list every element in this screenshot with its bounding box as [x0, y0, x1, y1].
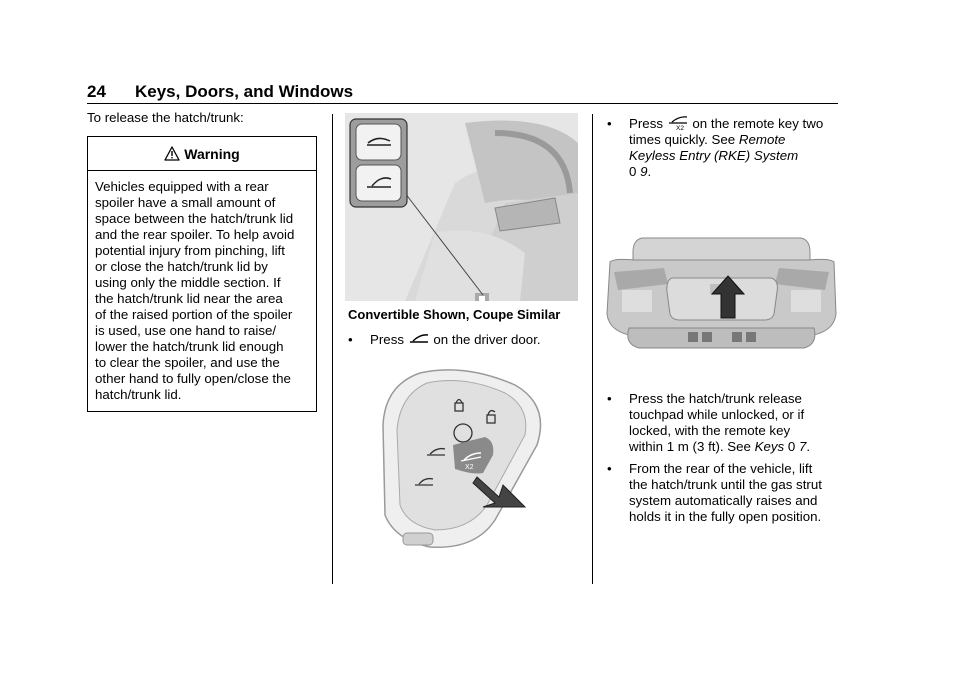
punctuation: . [647, 164, 652, 179]
bullet-line: locked, with the remote key [629, 423, 791, 438]
warning-line: other hand to fully open/close the [95, 371, 291, 386]
warning-line: the hatch/trunk lid near the area [95, 291, 283, 306]
page-ref-number[interactable]: 7 [799, 439, 807, 454]
warning-line: lower the hatch/trunk lid enough [95, 339, 284, 354]
bullet-text: times quickly. See [629, 132, 736, 147]
bullet-line [629, 132, 785, 148]
bullet-dot: • [607, 391, 612, 406]
warning-line: is used, use one hand to raise/ [95, 323, 277, 338]
bullet-text-before: Press [370, 332, 404, 347]
warning-line: or close the hatch/trunk lid by [95, 259, 268, 274]
header-rule [87, 103, 838, 104]
driver-door-illustration [345, 113, 578, 301]
cross-reference-link[interactable]: Remote [738, 132, 786, 147]
bullet-line [629, 164, 651, 180]
warning-line: space between the hatch/trunk lid [95, 211, 294, 226]
warning-line: Vehicles equipped with a rear [95, 179, 269, 194]
warning-line: and the rear spoiler. To help avoid [95, 227, 295, 242]
bullet-line: From the rear of the vehicle, lift [629, 461, 813, 476]
warning-title: Warning [184, 145, 240, 162]
bullet-line: system automatically raises and [629, 493, 818, 508]
bullet-dot: • [607, 461, 612, 476]
bullet-text-after: on the remote key two [692, 116, 824, 131]
warning-line: to clear the spoiler, and use the [95, 355, 280, 370]
column-divider-2 [592, 114, 593, 584]
page-ref-number[interactable]: 9 [640, 164, 648, 179]
bullet-line [629, 439, 810, 455]
page-number: 24 [87, 82, 106, 101]
bullet-line: touchpad while unlocked, or if [629, 407, 805, 422]
warning-header [88, 137, 316, 171]
warning-line: potential injury from pinching, lift [95, 243, 285, 258]
key-fob-illustration [375, 365, 555, 555]
bullet-dot: • [348, 332, 353, 347]
bullet-text-after: on the driver door. [433, 332, 541, 347]
illustration-caption: Convertible Shown, Coupe Similar [348, 307, 561, 322]
page-ref-symbol: 0 [787, 439, 796, 454]
bullet-remote-key [607, 116, 847, 186]
trunk-release-x2-icon [667, 116, 689, 130]
bullet-text: within 1 m (3 ft). See [629, 439, 751, 454]
warning-line: spoiler have a small amount of [95, 195, 276, 210]
bullet-dot: • [607, 116, 612, 131]
bullet-text [370, 332, 541, 348]
cross-reference-link[interactable]: Keys [754, 439, 785, 454]
bullet-driver-door [348, 332, 578, 350]
key-fob-badge: X2 [465, 464, 474, 471]
warning-line: hatch/trunk lid. [95, 387, 182, 402]
cross-reference-link[interactable]: Keyless Entry (RKE) System [629, 148, 799, 163]
bullet-lift-hatch [607, 461, 847, 527]
trunk-release-icon [408, 333, 430, 345]
punctuation: . [806, 439, 811, 454]
warning-triangle-icon [164, 146, 180, 161]
warning-line: of the raised portion of the spoiler [95, 307, 293, 322]
vehicle-rear-illustration [604, 232, 839, 352]
bullet-line: Press the hatch/trunk release [629, 391, 802, 406]
warning-line: using only the middle section. If [95, 275, 281, 290]
page-ref-symbol: 0 [629, 164, 637, 179]
column-divider-1 [332, 114, 333, 584]
page-header [87, 82, 353, 102]
page-title: Keys, Doors, and Windows [135, 82, 354, 101]
bullet-touchpad [607, 391, 847, 457]
bullet-text-before: Press [629, 116, 663, 131]
warning-box [87, 136, 317, 412]
svg-text:X2: X2 [675, 125, 684, 130]
bullet-line: the hatch/trunk until the gas strut [629, 477, 822, 492]
warning-body [88, 171, 316, 403]
bullet-line [629, 116, 823, 132]
intro-text: To release the hatch/trunk: [87, 110, 244, 125]
bullet-line: holds it in the fully open position. [629, 509, 822, 524]
